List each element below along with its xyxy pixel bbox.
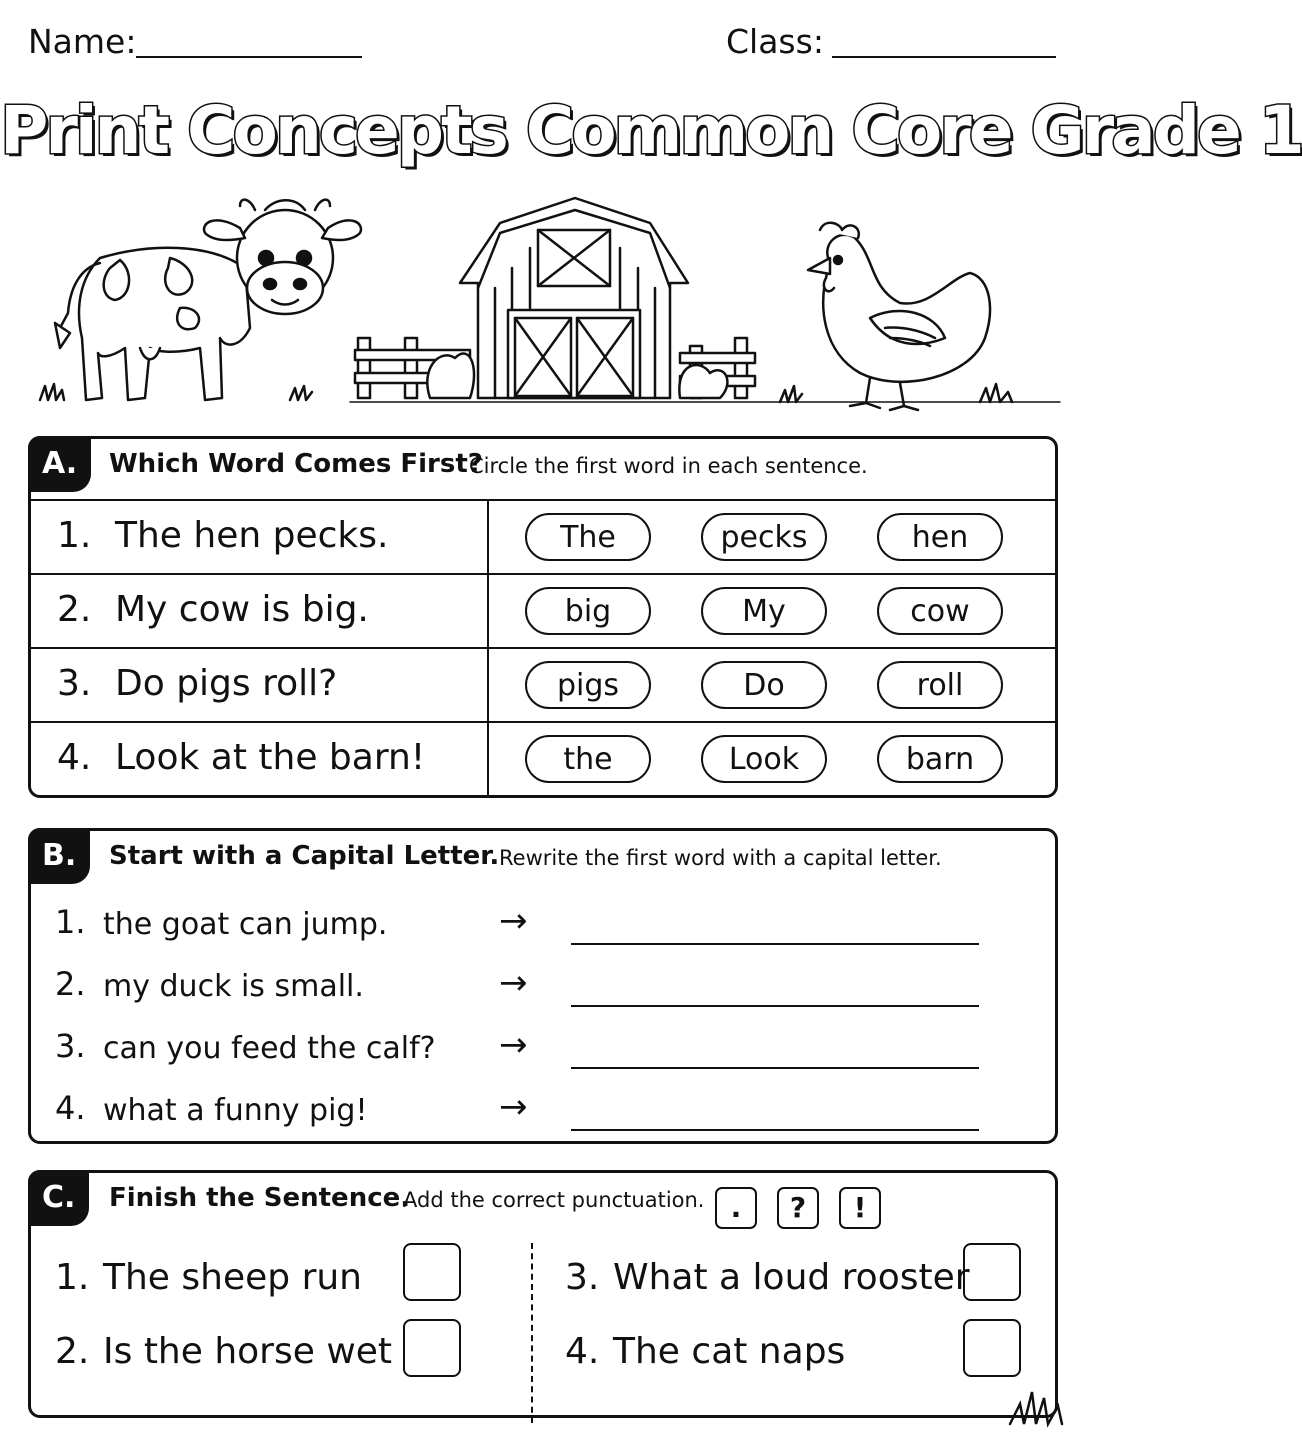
hen-icon (808, 223, 990, 410)
word-choice[interactable]: roll (877, 661, 1003, 709)
section-a-instruction: Circle the first word in each sentence. (469, 454, 868, 478)
punctuation-answer-box[interactable] (403, 1319, 461, 1377)
class-field[interactable] (832, 56, 1056, 58)
arrow-right-icon: → (499, 1087, 528, 1127)
sentence: my duck is small. (103, 969, 364, 1004)
word-choice[interactable]: pecks (701, 513, 827, 561)
row-number: 1. (55, 903, 86, 941)
answer-line[interactable] (571, 1067, 979, 1069)
word-choice[interactable]: big (525, 587, 651, 635)
answer-line[interactable] (571, 943, 979, 945)
row-number: 2. (55, 965, 86, 1003)
section-c-title: Finish the Sentence. (109, 1183, 411, 1213)
table-row (31, 647, 1055, 723)
sentence: My cow is big. (115, 589, 369, 630)
row-number: 2. (57, 589, 92, 630)
word-choice[interactable]: My (701, 587, 827, 635)
word-choice[interactable]: Do (701, 661, 827, 709)
row-number: 3. (57, 663, 92, 704)
arrow-right-icon: → (499, 1025, 528, 1065)
word-choice[interactable]: the (525, 735, 651, 783)
section-a (28, 436, 1058, 798)
section-c-instruction: Add the correct punctuation. (403, 1188, 705, 1212)
row-number: 1. (55, 1257, 90, 1298)
row-number: 2. (55, 1331, 90, 1372)
row-number: 3. (55, 1027, 86, 1065)
sentence: What a loud rooster (613, 1257, 970, 1298)
arrow-right-icon: → (499, 963, 528, 1003)
barn-icon (460, 198, 688, 398)
table-row (31, 499, 1055, 575)
row-number: 3. (565, 1257, 600, 1298)
sentence: can you feed the calf? (103, 1031, 436, 1066)
row-number: 4. (57, 737, 92, 778)
punctuation-answer-box[interactable] (963, 1243, 1021, 1301)
section-c-badge: C. (28, 1170, 89, 1226)
answer-line[interactable] (571, 1005, 979, 1007)
sentence: Do pigs roll? (115, 663, 338, 704)
section-c (28, 1170, 1058, 1418)
sentence: what a funny pig! (103, 1093, 368, 1128)
sentence: Look at the barn! (115, 737, 426, 778)
sentence: The cat naps (613, 1331, 846, 1372)
section-b-badge: B. (28, 828, 90, 884)
sentence: The sheep run (103, 1257, 362, 1298)
table-row (31, 573, 1055, 649)
word-choice[interactable]: Look (701, 735, 827, 783)
section-b-title: Start with a Capital Letter. (109, 841, 500, 871)
punctuation-answer-box[interactable] (963, 1319, 1021, 1377)
row-number: 4. (565, 1331, 600, 1372)
row-number: 4. (55, 1089, 86, 1127)
arrow-right-icon: → (499, 901, 528, 941)
class-label: Class: (726, 22, 824, 61)
word-choice[interactable]: barn (877, 735, 1003, 783)
section-b-instruction: Rewrite the first word with a capital letter. (499, 846, 942, 870)
sentence: Is the horse wet (103, 1331, 393, 1372)
word-choice[interactable]: pigs (525, 661, 651, 709)
word-choice[interactable]: cow (877, 587, 1003, 635)
sentence: the goat can jump. (103, 907, 388, 942)
answer-line[interactable] (571, 1129, 979, 1131)
section-a-title: Which Word Comes First? (109, 449, 483, 479)
sentence: The hen pecks. (115, 515, 389, 556)
grass-icon (1006, 1384, 1070, 1428)
section-b (28, 828, 1058, 1144)
section-a-badge: A. (28, 436, 91, 492)
punctuation-answer-box[interactable] (403, 1243, 461, 1301)
period-option: . (715, 1187, 757, 1229)
page-title: Print Concepts Common Core Grade 1 (0, 92, 1302, 169)
name-field[interactable] (136, 56, 362, 58)
name-label: Name: (28, 22, 137, 61)
word-choice[interactable]: The (525, 513, 651, 561)
exclamation-option: ! (839, 1187, 881, 1229)
row-number: 1. (57, 515, 92, 556)
question-mark-option: ? (777, 1187, 819, 1229)
farm-illustration (0, 188, 1086, 418)
cow-icon (55, 200, 361, 400)
column-divider (531, 1243, 533, 1423)
word-choice[interactable]: hen (877, 513, 1003, 561)
table-row (31, 721, 1055, 797)
